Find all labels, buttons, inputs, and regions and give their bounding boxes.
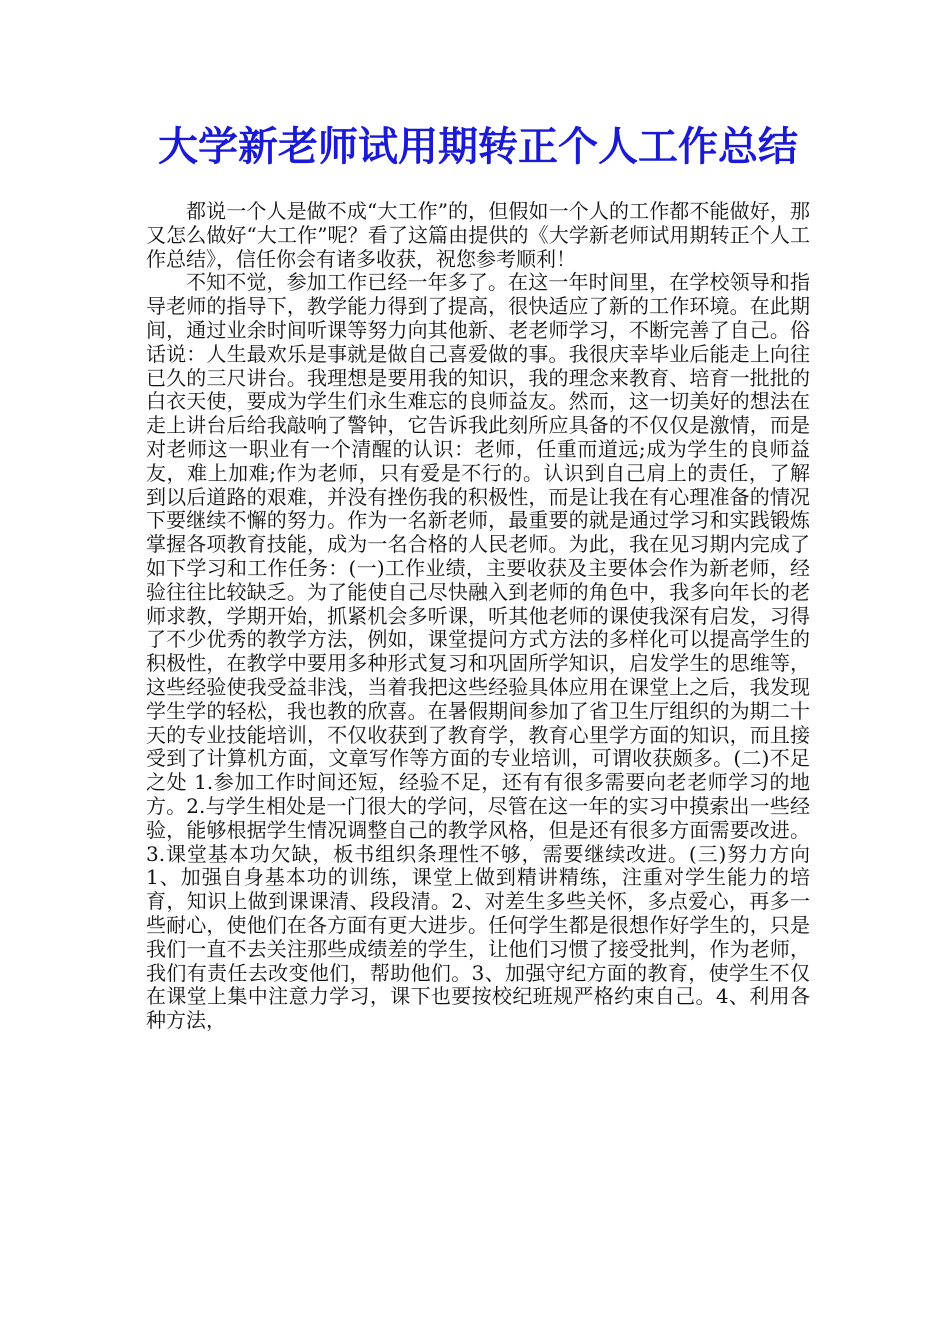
document-page bbox=[146, 120, 810, 1033]
intro-paragraph: 都说一个人是做不成“大工作”的，但假如一个人的工作都不能做好，那又怎么做好“大工作”呢？看了这篇由提供的《大学新老师试用期转正个人工作总结》，信任你会有诸多收获，祝您参考顺利！ bbox=[146, 199, 810, 271]
document-title: 大学新老师试用期转正个人工作总结 bbox=[158, 124, 798, 170]
body-paragraph: 不知不觉，参加工作已经一年多了。在这一年时间里，在学校领导和指导老师的指导下，教学能力得到了提高，很快适应了新的工作环境。在此期间，通过业余时间听课等努力向其他新、老老师学习，不断完善了自己。俗话说：人生最欢乐是事就是做自己喜爱做的事。我很庆幸毕业后能走上向往已久的三尺讲台。我理想是要用我的知识，我的理念来教育、培育一批批的白衣天使，要成为学生们永生难忘的良师益友。然而，这一切美好的想法在走上讲台后给我敲响了警钟，它告诉我此刻所应具备的不仅仅是激情，而是对老师这一职业有一个清醒的认识：老师，任重而道远;成为学生的良师益友，难上加难;作为老师，只有爱是不行的。认识到自己肩上的责任，了解到以后道路的艰难，并没有挫伤我的积极性，而是让我在有心理准备的情况下要继续不懈的努力。作为一名新老师，最重要的就是通过学习和实践锻炼掌握各项教育技能，成为一名合格的人民老师。为此，我在见习期内完成了如下学习和工作任务：(一)工作业绩，主要收获及主要体会作为新老师，经验往往比较缺乏。为了能使自己尽快融入到老师的角色中，我多向年长的老师求教，学期开始，抓紧机会多听课，听其他老师的课使我深有启发，习得了不少优秀的教学方法，例如，课堂提问方式方法的多样化可以提高学生的积极性，在教学中要用多种形式复习和巩固所学知识，启发学生的思维等，这些经验使我受益非浅，当着我把这些经验具体应用在课堂上之后，我发现学生学的轻松，我也教的欣喜。在暑假期间参加了省卫生厅组织的为期二十天的专业技能培训，不仅收获到了教育学，教育心里学方面的知识，而且接受到了计算机方面，文章写作等方面的专业培训，可谓收获颇多。(二)不足之处 1.参加工作时间还短，经验不足，还有有很多需要向老老师学习的地方。2.与学生相处是一门很大的学问，尽管在这一年的实习中摸索出一些经验，能够根据学生情况调整自己的教学风格，但是还有很多方面需要改进。3.课堂基本功欠缺，板书组织条理性不够，需要继续改进。(三)努力方向 1、加强自身基本功的训练，课堂上做到精讲精练，注重对学生能力的培育，知识上做到课课清、段段清。2、对差生多些关怀，多点爱心，再多一些耐心，使他们在各方面有更大进步。任何学生都是很想作好学生的，只是我们一直不去关注那些成绩差的学生，让他们习惯了接受批判，作为老师，我们有责任去改变他们，帮助他们。3、加强守纪方面的教育，使学生不仅在课堂上集中注意力学习，课下也要按校纪班规严格约束自己。4、利用各种方法， bbox=[146, 270, 810, 1033]
